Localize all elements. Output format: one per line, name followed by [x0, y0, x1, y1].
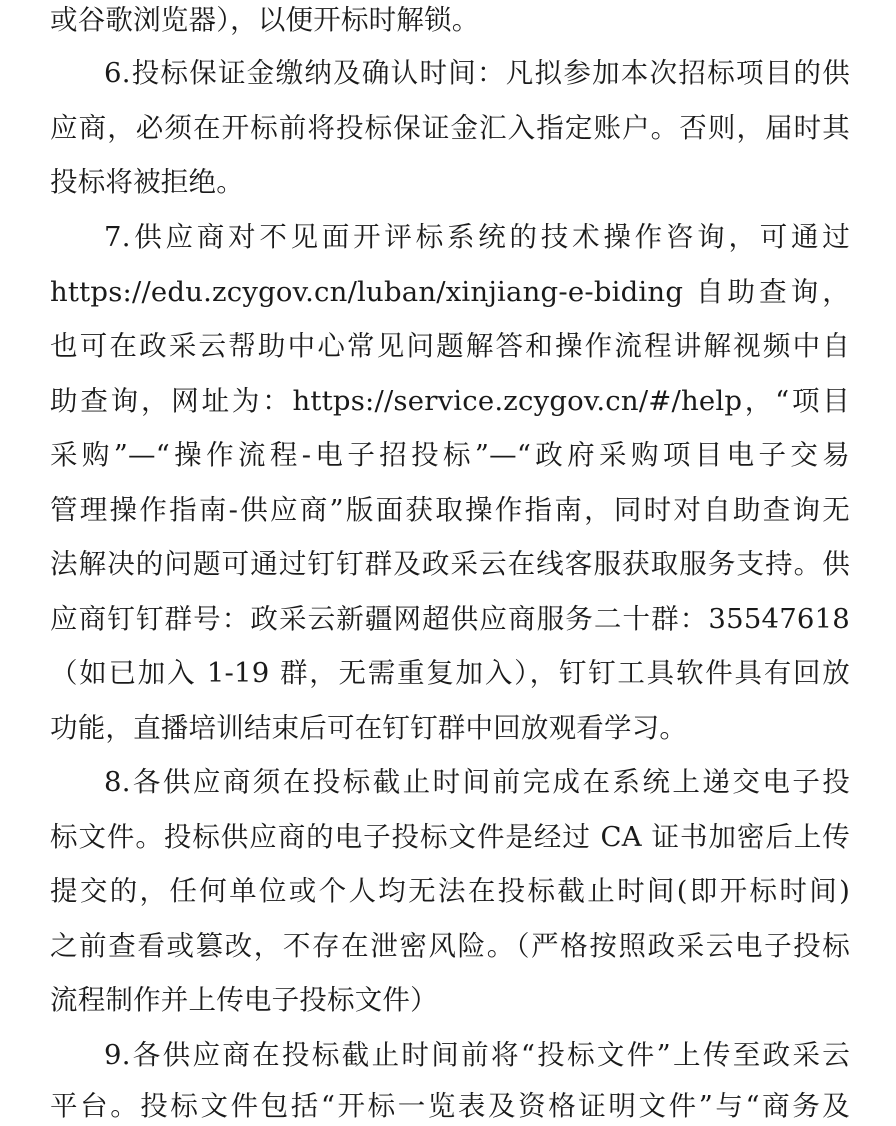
text-line-15: 8.各供应商须在投标截止时间前完成在系统上递交电子投 — [104, 766, 850, 798]
text-line-9: 采购”—“操作流程-电子招投标”—“政府采购项目电子交易 — [50, 439, 850, 471]
text-line-16: 标文件。投标供应商的电子投标文件是经过 CA 证书加密后上传 — [50, 821, 850, 853]
text-line-12: 应商钉钉群号：政采云新疆网超供应商服务二十群：35547618 — [50, 603, 850, 635]
text-line-21: 平台。投标文件包括“开标一览表及资格证明文件”与“商务及 — [50, 1090, 850, 1122]
text-line-10: 管理操作指南-供应商”版面获取操作指南，同时对自助查询无 — [50, 494, 850, 526]
text-line-8: 助查询，网址为：https://service.zcygov.cn/#/help，“项目 — [50, 385, 850, 417]
text-line-11: 法解决的问题可通过钉钉群及政采云在线客服获取服务支持。供 — [50, 548, 850, 580]
text-line-5: 7.供应商对不见面开评标系统的技术操作咨询，可通过 — [104, 221, 850, 253]
text-line-1: 或谷歌浏览器），以便开标时解锁。 — [50, 4, 480, 36]
text-line-7: 也可在政采云帮助中心常见问题解答和操作流程讲解视频中自 — [50, 330, 850, 362]
text-line-14: 功能，直播培训结束后可在钉钉群中回放观看学习。 — [50, 712, 688, 744]
text-line-2: 6.投标保证金缴纳及确认时间：凡拟参加本次招标项目的供 — [104, 57, 850, 89]
text-line-18: 之前查看或篡改，不存在泄密风险。（严格按照政采云电子投标 — [50, 930, 850, 962]
text-line-13: （如已加入 1-19 群，无需重复加入），钉钉工具软件具有回放 — [50, 657, 850, 689]
text-line-3: 应商，必须在开标前将投标保证金汇入指定账户。否则，届时其 — [50, 112, 850, 144]
text-line-4: 投标将被拒绝。 — [50, 166, 244, 198]
text-line-6: https://edu.zcygov.cn/luban/xinjiang-e-biding 自助查询， — [50, 276, 850, 308]
text-line-20: 9.各供应商在投标截止时间前将“投标文件”上传至政采云 — [104, 1039, 850, 1071]
text-line-17: 提交的，任何单位或个人均无法在投标截止时间(即开标时间) — [50, 875, 850, 907]
text-line-19: 流程制作并上传电子投标文件） — [50, 984, 438, 1016]
